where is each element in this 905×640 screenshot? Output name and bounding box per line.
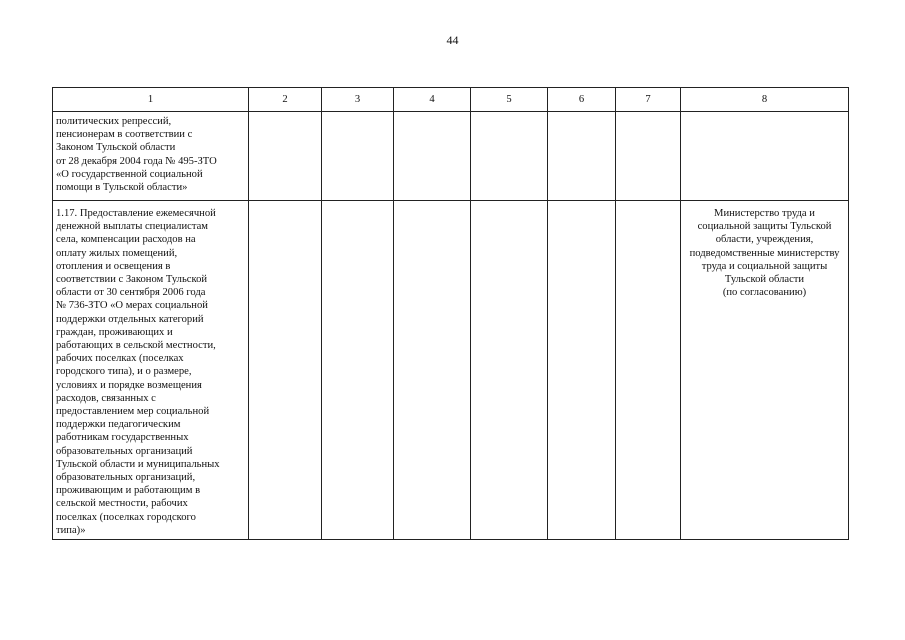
table-cell bbox=[548, 112, 616, 201]
table-cell bbox=[394, 201, 471, 540]
program-table bbox=[52, 87, 849, 540]
table-cell bbox=[249, 112, 322, 201]
table-cell bbox=[548, 201, 616, 540]
table-row bbox=[53, 112, 849, 201]
measure-description: 1.17. Предоставление ежемесячной денежной выплаты специалистам села, компенсации расходов на оплату жилых помещений, отопления и освещения в соответствии с Законом Тульской области от 30 сентября 2006 года № 736-ЗТО «О мерах социальной поддержки отдельных категорий граждан, проживающих и работающих в сельской местности, рабочих поселках (поселках городского типа), и о размере, условиях и порядке возмещения расходов, связанных с предоставлением мер социальной поддержки педагогическим работникам государственных образовательных организаций Тульской области и муниципальных образовательных организаций, проживающим и работающим в сельской местности, рабочих поселках (поселках городского типа)» bbox=[56, 208, 220, 536]
column-header-1: 1 bbox=[53, 88, 249, 112]
column-header-5: 5 bbox=[471, 88, 548, 112]
table-cell bbox=[322, 112, 394, 201]
table-cell bbox=[53, 201, 249, 540]
table-cell bbox=[616, 201, 681, 540]
column-header-2: 2 bbox=[249, 88, 322, 112]
table-header-row bbox=[53, 88, 849, 112]
page-number: 44 bbox=[446, 33, 459, 47]
table-cell bbox=[681, 112, 849, 201]
column-header-8: 8 bbox=[681, 88, 849, 112]
column-header-6: 6 bbox=[548, 88, 616, 112]
table-cell bbox=[471, 201, 548, 540]
responsible-executor: Министерство труда и социальной защиты Тульской области, учреждения, подведомственные министерству труда и социальной защиты Тульской области (по согласованию) bbox=[689, 208, 840, 299]
column-header-3: 3 bbox=[322, 88, 394, 112]
column-header-7: 7 bbox=[616, 88, 681, 112]
responsible-executor bbox=[681, 112, 848, 117]
measure-description: политических репрессий, пенсионерам в соответствии с Законом Тульской области от 28 декабря 2004 года № 495-ЗТО «О государственной социальной помощи в Тульской области» bbox=[56, 116, 217, 194]
table-cell bbox=[249, 201, 322, 540]
table-cell bbox=[322, 201, 394, 540]
column-header-4: 4 bbox=[394, 88, 471, 112]
table-row bbox=[53, 201, 849, 540]
table-cell bbox=[53, 112, 249, 201]
table-cell bbox=[471, 112, 548, 201]
table-cell bbox=[616, 112, 681, 201]
table-cell bbox=[394, 112, 471, 201]
table-cell bbox=[681, 201, 849, 540]
